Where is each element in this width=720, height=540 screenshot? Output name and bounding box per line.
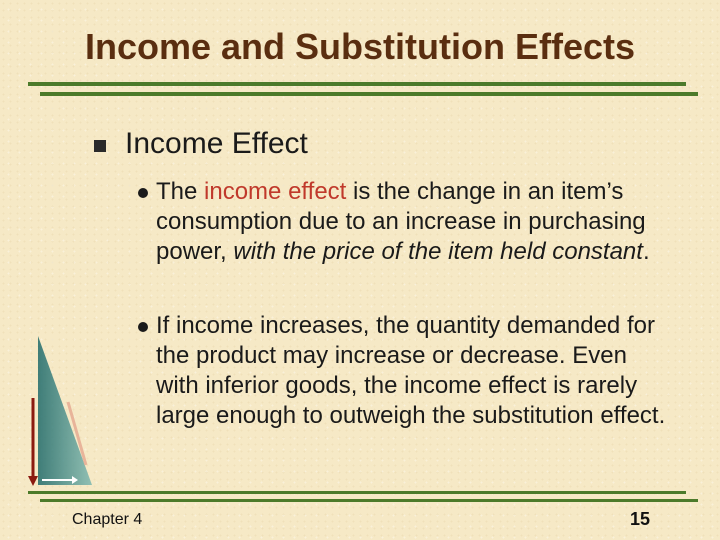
footer-rule-upper: [28, 491, 686, 494]
definition-post: .: [642, 238, 650, 265]
sub-bullet-definition: [156, 177, 676, 267]
slide-title: Income and Substitution Effects: [84, 26, 636, 67]
definition-pre: The: [156, 178, 205, 205]
definition-highlight: income effect: [204, 178, 347, 205]
square-bullet-icon: [94, 140, 106, 152]
definition-mid: is the change in an item’s consumption due to an increase in purchasing power,: [156, 178, 646, 265]
definition-italic: with the price of the item held constant: [233, 238, 643, 265]
title-rule-lower: [40, 92, 698, 96]
round-bullet-icon: [138, 188, 148, 198]
triangle-arrows-icon: [20, 330, 95, 490]
footer-rule-lower: [40, 499, 698, 502]
bullet-income-effect: Income Effect: [125, 127, 308, 160]
title-rule-upper: [28, 82, 686, 86]
page-number: 15: [630, 509, 651, 529]
round-bullet-icon: [138, 322, 148, 332]
sub-bullet-income-increase: If income increases, the quantity demanded for the product may increase or decrease. Even with inferior goods, the income effect is rarely large enough to outweigh the substitution effect.: [156, 312, 666, 429]
chapter-label: Chapter 4: [72, 511, 143, 528]
